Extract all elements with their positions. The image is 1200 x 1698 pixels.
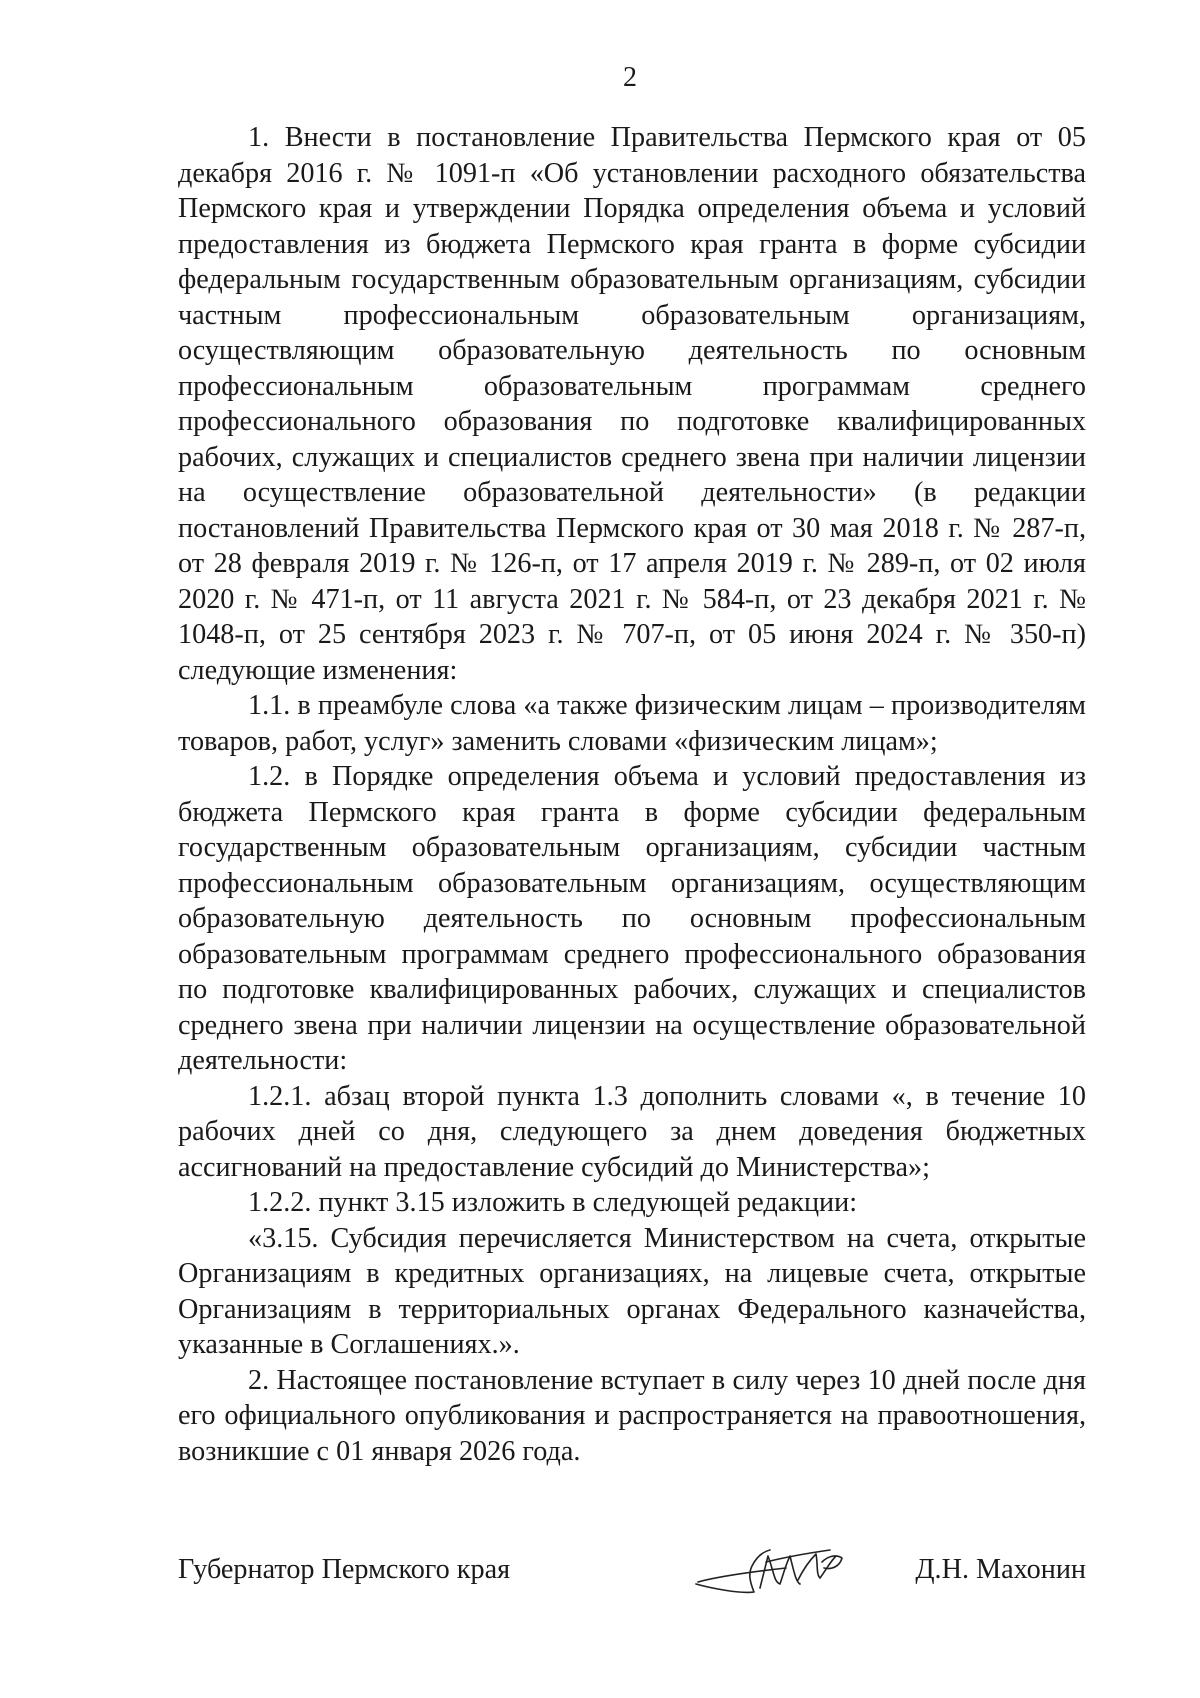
paragraph-1-2-2: 1.2.2. пункт 3.15 изложить в следующей редакции: (248, 1187, 858, 1218)
handwritten-signature-icon (690, 1542, 850, 1602)
signatory-position: Губернатор Пермского края (178, 1554, 511, 1585)
page-number: 2 (623, 62, 637, 93)
paragraph-1-2-1: 1.2.1. абзац второй пункта 1.3 дополнить словами «, в течение 10 рабочих дней со дня, следующего за днем доведения бюджетных ассигнований на предоставление субсидий до Министерства»; (178, 1080, 1086, 1183)
paragraph-1-1: 1.1. в преамбуле слова «а также физическим лицам – производителям товаров, работ, услуг» заменить словами «физическим лицам»; (178, 690, 1086, 757)
paragraph-1-2: 1.2. в Порядке определения объема и условий предоставления из бюджета Пермского края гранта в форме субсидии федеральным государственным образовательным организациям, субсидии частным профессиональным образовательным организациям, осуществляющим образовательную деятельность по основным профессиональным образовательным программам среднего профессионального образования по подготовке квалифицированных рабочих, служащих и специалистов среднего звена при наличии лицензии на осуществление образовательной деятельности: (178, 761, 1086, 1076)
signature-block (178, 1550, 1086, 1610)
paragraph-2: 2. Настоящее постановление вступает в силу через 10 дней после дня его официального опубликования и распространяется на правоотношения, возникшие с 01 января 2026 года. (178, 1364, 1086, 1467)
paragraph-3-15: «3.15. Субсидия перечисляется Министерством на счета, открытые Организациям в кредитных организациях, на лицевые счета, открытые Организациям в территориальных органах Федерального казначейства, указанные в Соглашениях.». (178, 1222, 1086, 1360)
signatory-name: Д.Н. Махонин (915, 1554, 1086, 1585)
paragraph-1: 1. Внести в постановление Правительства Пермского края от 05 декабря 2016 г. № 1091-п «Об установлении расходного обязательства Пермского края и утверждении Порядка определения объема и условий предоставления из бюджета Пермского края гранта в форме субсидии федеральным государственным образовательным организациям, субсидии частным профессиональным образовательным организациям, осуществляющим образовательную деятельность по основным профессиональным образовательным программам среднего профессионального образования по подготовке квалифицированных рабочих, служащих и специалистов среднего звена при наличии лицензии на осуществление образовательной деятельности» (в редакции постановлений Правительства Пермского края от 30 мая 2018 г. № 287-п, от 28 февраля 2019 г. № 126-п, от 17 апреля 2019 г. № 289-п, от 02 июля 2020 г. № 471-п, от 11 августа 2021 г. № 584-п, от 23 декабря 2021 г. № 1048-п, от 25 сентября 2023 г. № 707-п, от 05 июня 2024 г. № 350-п) следующие изменения: (178, 122, 1086, 686)
document-body (178, 120, 1086, 1469)
